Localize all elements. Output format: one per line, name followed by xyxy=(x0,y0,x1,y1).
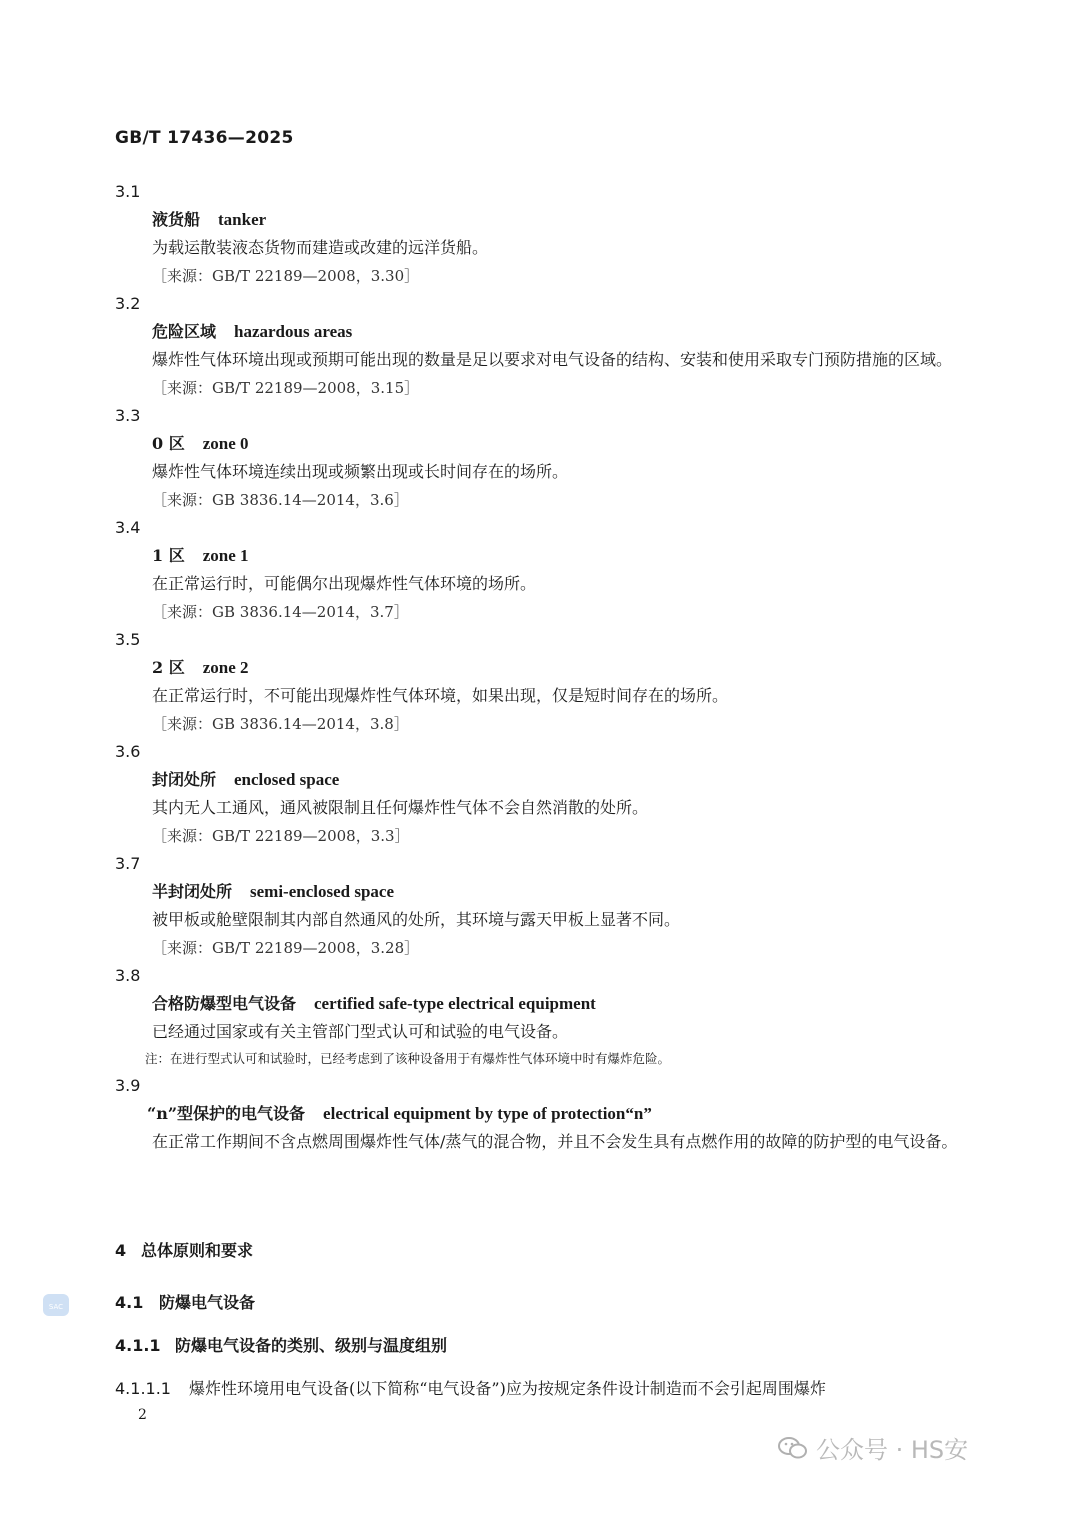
wechat-icon xyxy=(778,1436,808,1460)
term-definition: 在正常运行时，不可能出现爆炸性气体环境，如果出现，仅是短时间存在的场所。 xyxy=(152,686,729,705)
term-3-9 xyxy=(115,1072,965,1156)
term-definition: 其内无人工通风，通风被限制且任何爆炸性气体不会自然消散的处所。 xyxy=(152,798,649,817)
term-en: certified safe-type electrical equipment xyxy=(314,994,596,1013)
term-3-7 xyxy=(115,850,965,962)
term-3-6 xyxy=(115,738,965,850)
publisher-logo-icon xyxy=(42,1292,70,1318)
term-3-3 xyxy=(115,402,965,514)
term-definition: 为载运散装液态货物而建造或改建的远洋货船。 xyxy=(152,238,489,257)
term-zh: 合格防爆型电气设备 xyxy=(152,994,297,1013)
term-number: 3.6 xyxy=(115,742,141,761)
section-4-1-1 xyxy=(115,1333,447,1356)
term-source: ［来源：GB 3836.14—2014，3.8］ xyxy=(152,715,409,733)
term-definition: 在正常运行时，可能偶尔出现爆炸性气体环境的场所。 xyxy=(152,574,537,593)
svg-text:SAC: SAC xyxy=(48,1303,64,1311)
term-source: ［来源：GB 3836.14—2014，3.7］ xyxy=(152,603,409,621)
term-definition: 已经通过国家或有关主管部门型式认可和试验的电气设备。 xyxy=(152,1022,569,1041)
section-title: 总体原则和要求 xyxy=(141,1241,254,1260)
term-definition: 爆炸性气体环境连续出现或频繁出现或长时间存在的场所。 xyxy=(152,462,569,481)
page-number: 2 xyxy=(138,1407,147,1423)
section-number: 4 xyxy=(115,1241,127,1260)
term-en: zone 0 xyxy=(202,434,249,453)
section-number: 4.1 xyxy=(115,1293,144,1312)
term-definition: 爆炸性气体环境出现或预期可能出现的数量是足以要求对电气设备的结构、安装和使用采取专门预防措施的区域。 xyxy=(152,350,953,369)
watermark-text: 公众号 · HS安 xyxy=(816,1436,969,1464)
term-zh: 0 区 xyxy=(152,434,185,453)
term-title xyxy=(115,766,965,794)
term-source: ［来源：GB/T 22189—2008，3.28］ xyxy=(152,939,420,957)
term-number: 3.4 xyxy=(115,518,141,537)
term-source: ［来源：GB/T 22189—2008，3.30］ xyxy=(152,267,420,285)
term-en: tanker xyxy=(218,210,267,229)
term-number: 3.3 xyxy=(115,406,141,425)
term-zh: 半封闭处所 xyxy=(152,882,233,901)
term-3-4 xyxy=(115,514,965,626)
term-definition: 被甲板或舱壁限制其内部自然通风的处所，其环境与露天甲板上显著不同。 xyxy=(152,910,681,929)
term-zh: “n”型保护的电气设备 xyxy=(147,1104,306,1123)
term-number: 3.1 xyxy=(115,182,141,201)
term-zh: 危险区域 xyxy=(152,322,217,341)
term-title xyxy=(115,318,965,346)
term-3-2 xyxy=(115,290,965,402)
term-title xyxy=(115,542,965,570)
term-zh: 1 区 xyxy=(152,546,185,565)
term-number: 3.8 xyxy=(115,966,141,985)
watermark xyxy=(778,1430,968,1465)
term-number: 3.9 xyxy=(115,1076,141,1095)
document-header: GB/T 17436—2025 xyxy=(115,128,294,148)
section-4-1-1-1 xyxy=(115,1376,826,1399)
term-title xyxy=(115,430,965,458)
section-text: 爆炸性环境用电气设备(以下简称“电气设备”)应为按规定条件设计制造而不会引起周围爆炸 xyxy=(189,1379,826,1398)
term-source: ［来源：GB/T 22189—2008，3.15］ xyxy=(152,379,420,397)
term-zh: 液货船 xyxy=(152,210,201,229)
term-source: ［来源：GB/T 22189—2008，3.3］ xyxy=(152,827,410,845)
term-en: enclosed space xyxy=(234,770,340,789)
term-3-5 xyxy=(115,626,965,738)
term-3-8 xyxy=(115,962,965,1072)
term-en: hazardous areas xyxy=(234,322,353,341)
section-number: 4.1.1.1 xyxy=(115,1379,171,1398)
term-zh: 封闭处所 xyxy=(152,770,217,789)
term-definition: 在正常工作期间不含点燃周围爆炸性气体/蒸气的混合物，并且不会发生具有点燃作用的故障的防护型的电气设备。 xyxy=(152,1132,958,1151)
term-note: 注：在进行型式认可和试验时，已经考虑到了该种设备用于有爆炸性气体环境中时有爆炸危险。 xyxy=(145,1051,671,1066)
term-en: zone 1 xyxy=(202,546,249,565)
term-title xyxy=(115,878,965,906)
term-en: semi-enclosed space xyxy=(250,882,395,901)
term-number: 3.2 xyxy=(115,294,141,313)
term-title xyxy=(115,1100,965,1128)
term-number: 3.7 xyxy=(115,854,141,873)
term-title xyxy=(115,990,965,1018)
term-source: ［来源：GB 3836.14—2014，3.6］ xyxy=(152,491,409,509)
term-zh: 2 区 xyxy=(152,658,185,677)
term-title xyxy=(115,206,965,234)
term-en: zone 2 xyxy=(202,658,249,677)
term-number: 3.5 xyxy=(115,630,141,649)
section-4-1 xyxy=(115,1290,255,1313)
term-title xyxy=(115,654,965,682)
term-en: electrical equipment by type of protection“n” xyxy=(323,1104,652,1123)
term-3-1 xyxy=(115,178,965,290)
section-title: 防爆电气设备的类别、级别与温度组别 xyxy=(175,1336,448,1355)
section-4 xyxy=(115,1238,253,1261)
section-number: 4.1.1 xyxy=(115,1336,161,1355)
document-body xyxy=(115,178,965,1156)
section-title: 防爆电气设备 xyxy=(159,1293,256,1312)
